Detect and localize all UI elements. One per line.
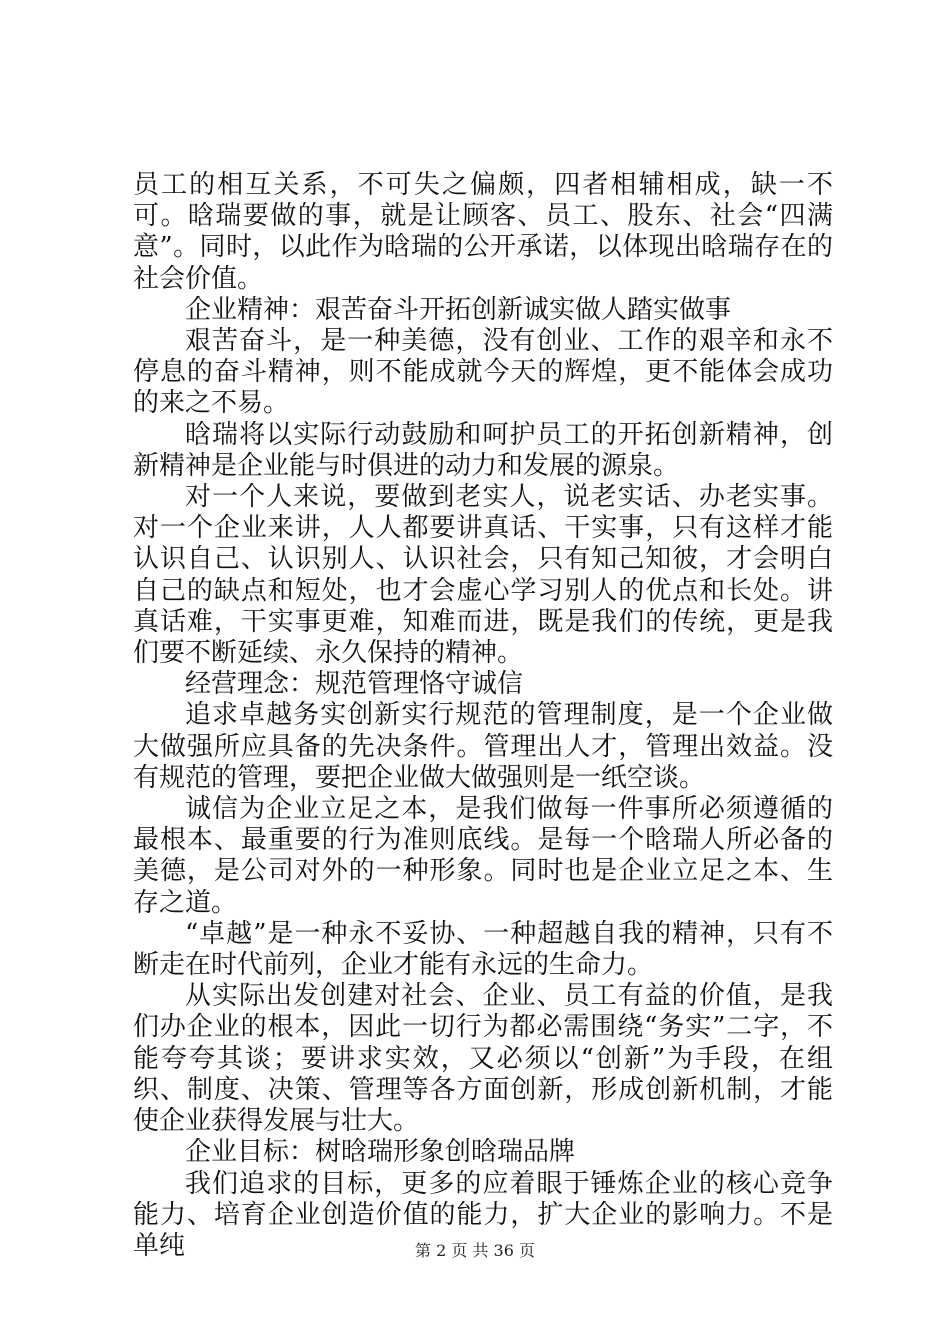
paragraph: 员工的相互关系，不可失之偏颇，四者相辅相成，缺一不可。晗瑞要做的事，就是让顾客、员工、股东、社会“四满意”。同时，以此作为晗瑞的公开承诺，以体现出晗瑞存在的社会价值。	[133, 170, 833, 294]
paragraph: 追求卓越务实创新实行规范的管理制度，是一个企业做大做强所应具备的先决条件。管理出人才，管理出效益。没有规范的管理，要把企业做大做强则是一纸空谈。	[133, 700, 833, 793]
paragraph: 诚信为企业立足之本，是我们做每一件事所必须遵循的最根本、最重要的行为准则底线。是每一个晗瑞人所必备的美德，是公司对外的一种形象。同时也是企业立足之本、生存之道。	[133, 794, 833, 918]
paragraph: 我们追求的目标，更多的应着眼于锤炼企业的核心竞争能力、培育企业创造价值的能力，扩大企业的影响力。不是单纯	[133, 1168, 833, 1261]
page-number-footer: 第 2 页 共 36 页	[415, 1241, 535, 1260]
section-heading: 企业目标：树晗瑞形象创晗瑞品牌	[185, 1137, 576, 1168]
document-body	[133, 170, 833, 1262]
paragraph: 晗瑞将以实际行动鼓励和呵护员工的开拓创新精神，创新精神是企业能与时俱进的动力和发展的源泉。	[133, 419, 833, 481]
paragraph: 从实际出发创建对社会、企业、员工有益的价值，是我们办企业的根本，因此一切行为都必需围绕“务实”二字，不能夸夸其谈；要讲求实效，又必须以“创新”为手段，在组织、制度、决策、管理等各方面创新，形成创新机制，才能使企业获得发展与壮大。	[133, 981, 833, 1137]
paragraph: 艰苦奋斗，是一种美德，没有创业、工作的艰辛和永不停息的奋斗精神，则不能成就今天的辉煌，更不能体会成功的来之不易。	[133, 326, 833, 419]
section-heading: 经营理念：规范管理恪守诚信	[185, 669, 524, 700]
section-heading: 企业精神：艰苦奋斗开拓创新诚实做人踏实做事	[185, 294, 732, 325]
paragraph: 对一个人来说，要做到老实人，说老实话、办老实事。对一个企业来讲，人人都要讲真话、干实事，只有这样才能认识自己、认识别人、认识社会，只有知己知彼，才会明白自己的缺点和短处，也才会虚心学习别人的优点和长处。讲真话难，干实事更难，知难而进，既是我们的传统，更是我们要不断延续、永久保持的精神。	[133, 482, 833, 669]
paragraph: “卓越”是一种永不妥协、一种超越自我的精神，只有不断走在时代前列，企业才能有永远的生命力。	[133, 918, 833, 981]
